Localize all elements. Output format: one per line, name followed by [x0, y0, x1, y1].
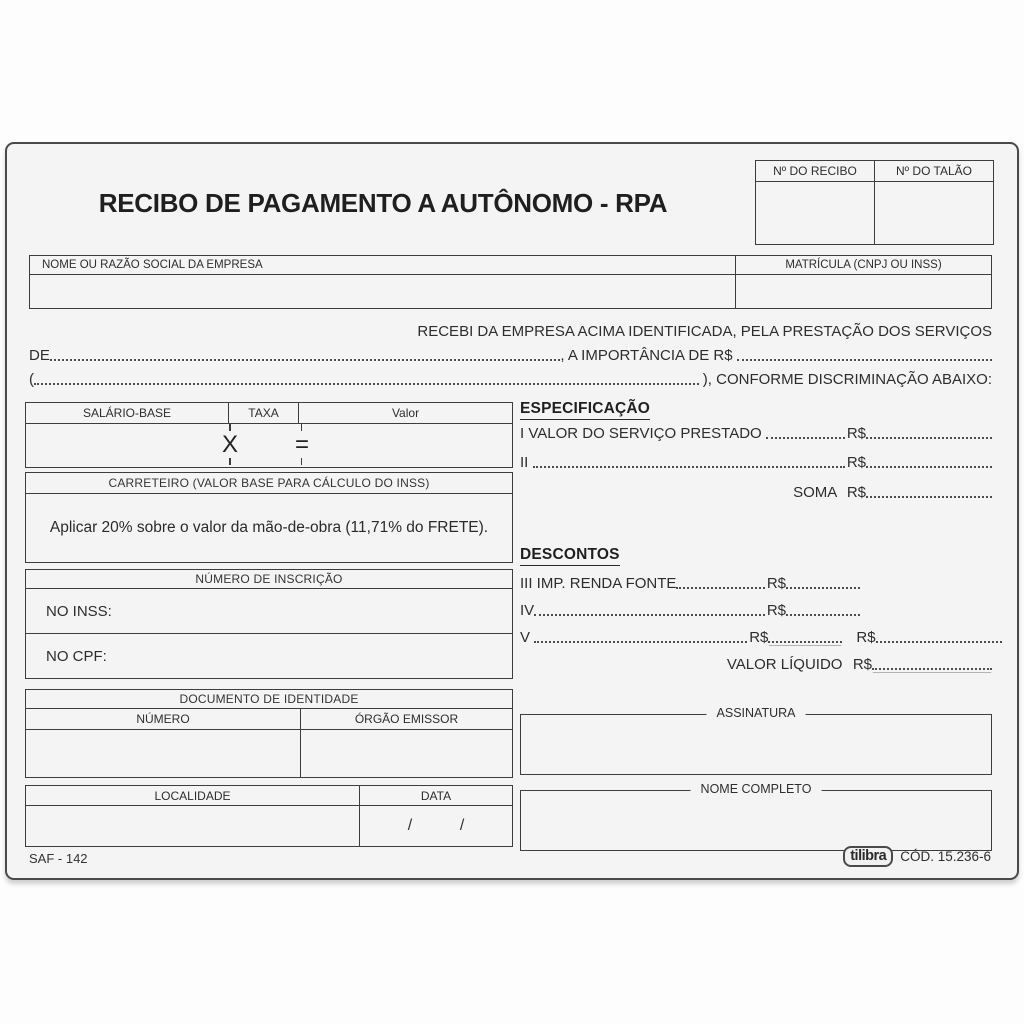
- matricula-label: MATRÍCULA (CNPJ OU INSS): [736, 256, 991, 275]
- item1-label: I VALOR DO SERVIÇO PRESTADO: [520, 425, 766, 442]
- soma-line: [520, 481, 992, 501]
- valor-header: Valor: [391, 406, 420, 420]
- dotted-leader[interactable]: [533, 466, 845, 468]
- salary-base-header: SALÁRIO-BASE: [26, 403, 229, 423]
- currency-symbol: R$: [852, 656, 872, 673]
- item3-label: III IMP. RENDA FONTE: [520, 575, 677, 592]
- dotted-leader[interactable]: [534, 641, 747, 643]
- currency-symbol: R$: [846, 454, 866, 471]
- currency-symbol: R$: [749, 629, 769, 646]
- especificacao-item-2: [520, 451, 992, 471]
- orgao-emissor-header: ÓRGÃO EMISSOR: [354, 712, 459, 726]
- localidade-header: LOCALIDADE: [26, 786, 360, 805]
- localidade-box: [25, 785, 513, 847]
- right-column: [520, 144, 992, 882]
- dotted-leader[interactable]: [876, 641, 1002, 643]
- currency-symbol: R$: [846, 425, 866, 442]
- stub-no-label: Nº DO TALÃO: [896, 164, 972, 178]
- date-slash: /: [407, 817, 413, 834]
- data-field[interactable]: [360, 806, 512, 846]
- intro-line-1: RECEBI DA EMPRESA ACIMA IDENTIFICADA, PELA PRESTAÇÃO DOS SERVIÇOS: [417, 323, 992, 340]
- item2-label: II: [520, 454, 533, 471]
- footer-right: [843, 846, 991, 867]
- carreteiro-note: Aplicar 20% sobre o valor da mão-de-obra (11,71% do FRETE).: [49, 519, 489, 536]
- currency-symbol: R$: [856, 629, 876, 646]
- assinatura-label: ASSINATURA: [707, 706, 806, 720]
- equals-sign: =: [294, 430, 310, 458]
- dotted-leader[interactable]: [866, 437, 992, 439]
- signature-box[interactable]: [520, 706, 992, 775]
- date-slash: /: [459, 817, 465, 834]
- receipt-no-label: Nº DO RECIBO: [756, 161, 875, 181]
- numero-field[interactable]: [26, 730, 301, 777]
- soma-label: SOMA: [793, 484, 845, 501]
- valor-liquido-line: [520, 653, 992, 673]
- currency-symbol: R$: [846, 484, 866, 501]
- cpf-field-row[interactable]: [26, 634, 512, 678]
- carreteiro-box: [25, 472, 513, 563]
- product-code: CÓD. 15.236-6: [900, 849, 991, 864]
- column-divider-tick: [301, 458, 303, 465]
- dotted-leader[interactable]: [866, 466, 992, 468]
- intro-line2-mid: , A IMPORTÂNCIA DE R$: [560, 347, 737, 364]
- currency-symbol: R$: [766, 575, 786, 592]
- multiply-sign: X: [221, 430, 239, 458]
- localidade-field[interactable]: [26, 806, 360, 846]
- dotted-leader[interactable]: [534, 614, 765, 616]
- taxa-header: TAXA: [229, 403, 299, 423]
- currency-symbol: R$: [766, 602, 786, 619]
- inscricao-header: NÚMERO DE INSCRIÇÃO: [26, 570, 512, 589]
- dotted-leader[interactable]: [766, 437, 845, 439]
- inscricao-box: [25, 569, 513, 679]
- inss-field-row[interactable]: [26, 589, 512, 634]
- numero-header: NÚMERO: [26, 709, 301, 729]
- dotted-leader[interactable]: [676, 587, 764, 589]
- inss-label: NO INSS:: [46, 602, 112, 620]
- nome-completo-label: NOME COMPLETO: [691, 782, 822, 796]
- identity-document-header: DOCUMENTO DE IDENTIDADE: [26, 690, 512, 709]
- dotted-leader[interactable]: [786, 614, 860, 616]
- cpf-label: NO CPF:: [46, 647, 107, 665]
- intro-line3-prefix: (: [29, 371, 34, 388]
- column-divider-tick: [229, 458, 231, 465]
- especificacao-heading: ESPECIFICAÇÃO: [520, 400, 650, 420]
- descontos-heading: DESCONTOS: [520, 546, 620, 566]
- carreteiro-header: CARRETEIRO (VALOR BASE PARA CÁLCULO DO INSS): [26, 473, 512, 494]
- company-name-label: NOME OU RAZÃO SOCIAL DA EMPRESA: [30, 256, 735, 275]
- descontos-item-5: [520, 626, 992, 646]
- salary-table: [25, 402, 513, 468]
- underlined-dotted-leader[interactable]: [872, 668, 992, 670]
- salary-table-body[interactable]: [26, 424, 512, 465]
- form-code-left: SAF - 142: [29, 851, 88, 866]
- descontos-item-4: [520, 599, 860, 619]
- tilibra-logo: tilibra: [843, 846, 893, 867]
- underlined-dotted-leader[interactable]: [768, 641, 842, 643]
- identity-document-box: [25, 689, 513, 778]
- dotted-leader[interactable]: [50, 359, 560, 361]
- descontos-item-3: [520, 572, 860, 592]
- intro-line2-prefix: DE: [29, 347, 50, 364]
- item5-label: V: [520, 629, 535, 646]
- data-header: DATA: [420, 788, 452, 803]
- valor-liquido-label: VALOR LÍQUIDO: [726, 656, 851, 673]
- form-title: RECIBO DE PAGAMENTO A AUTÔNOMO - RPA: [98, 188, 668, 218]
- especificacao-item-1: [520, 422, 992, 442]
- item4-label: IV: [520, 602, 535, 619]
- intro-line3-suffix: ), CONFORME DISCRIMINAÇÃO ABAIXO:: [698, 371, 992, 388]
- dotted-leader[interactable]: [866, 496, 992, 498]
- rpa-receipt-form: [5, 142, 1019, 880]
- dotted-leader[interactable]: [786, 587, 860, 589]
- full-name-box[interactable]: [520, 782, 992, 851]
